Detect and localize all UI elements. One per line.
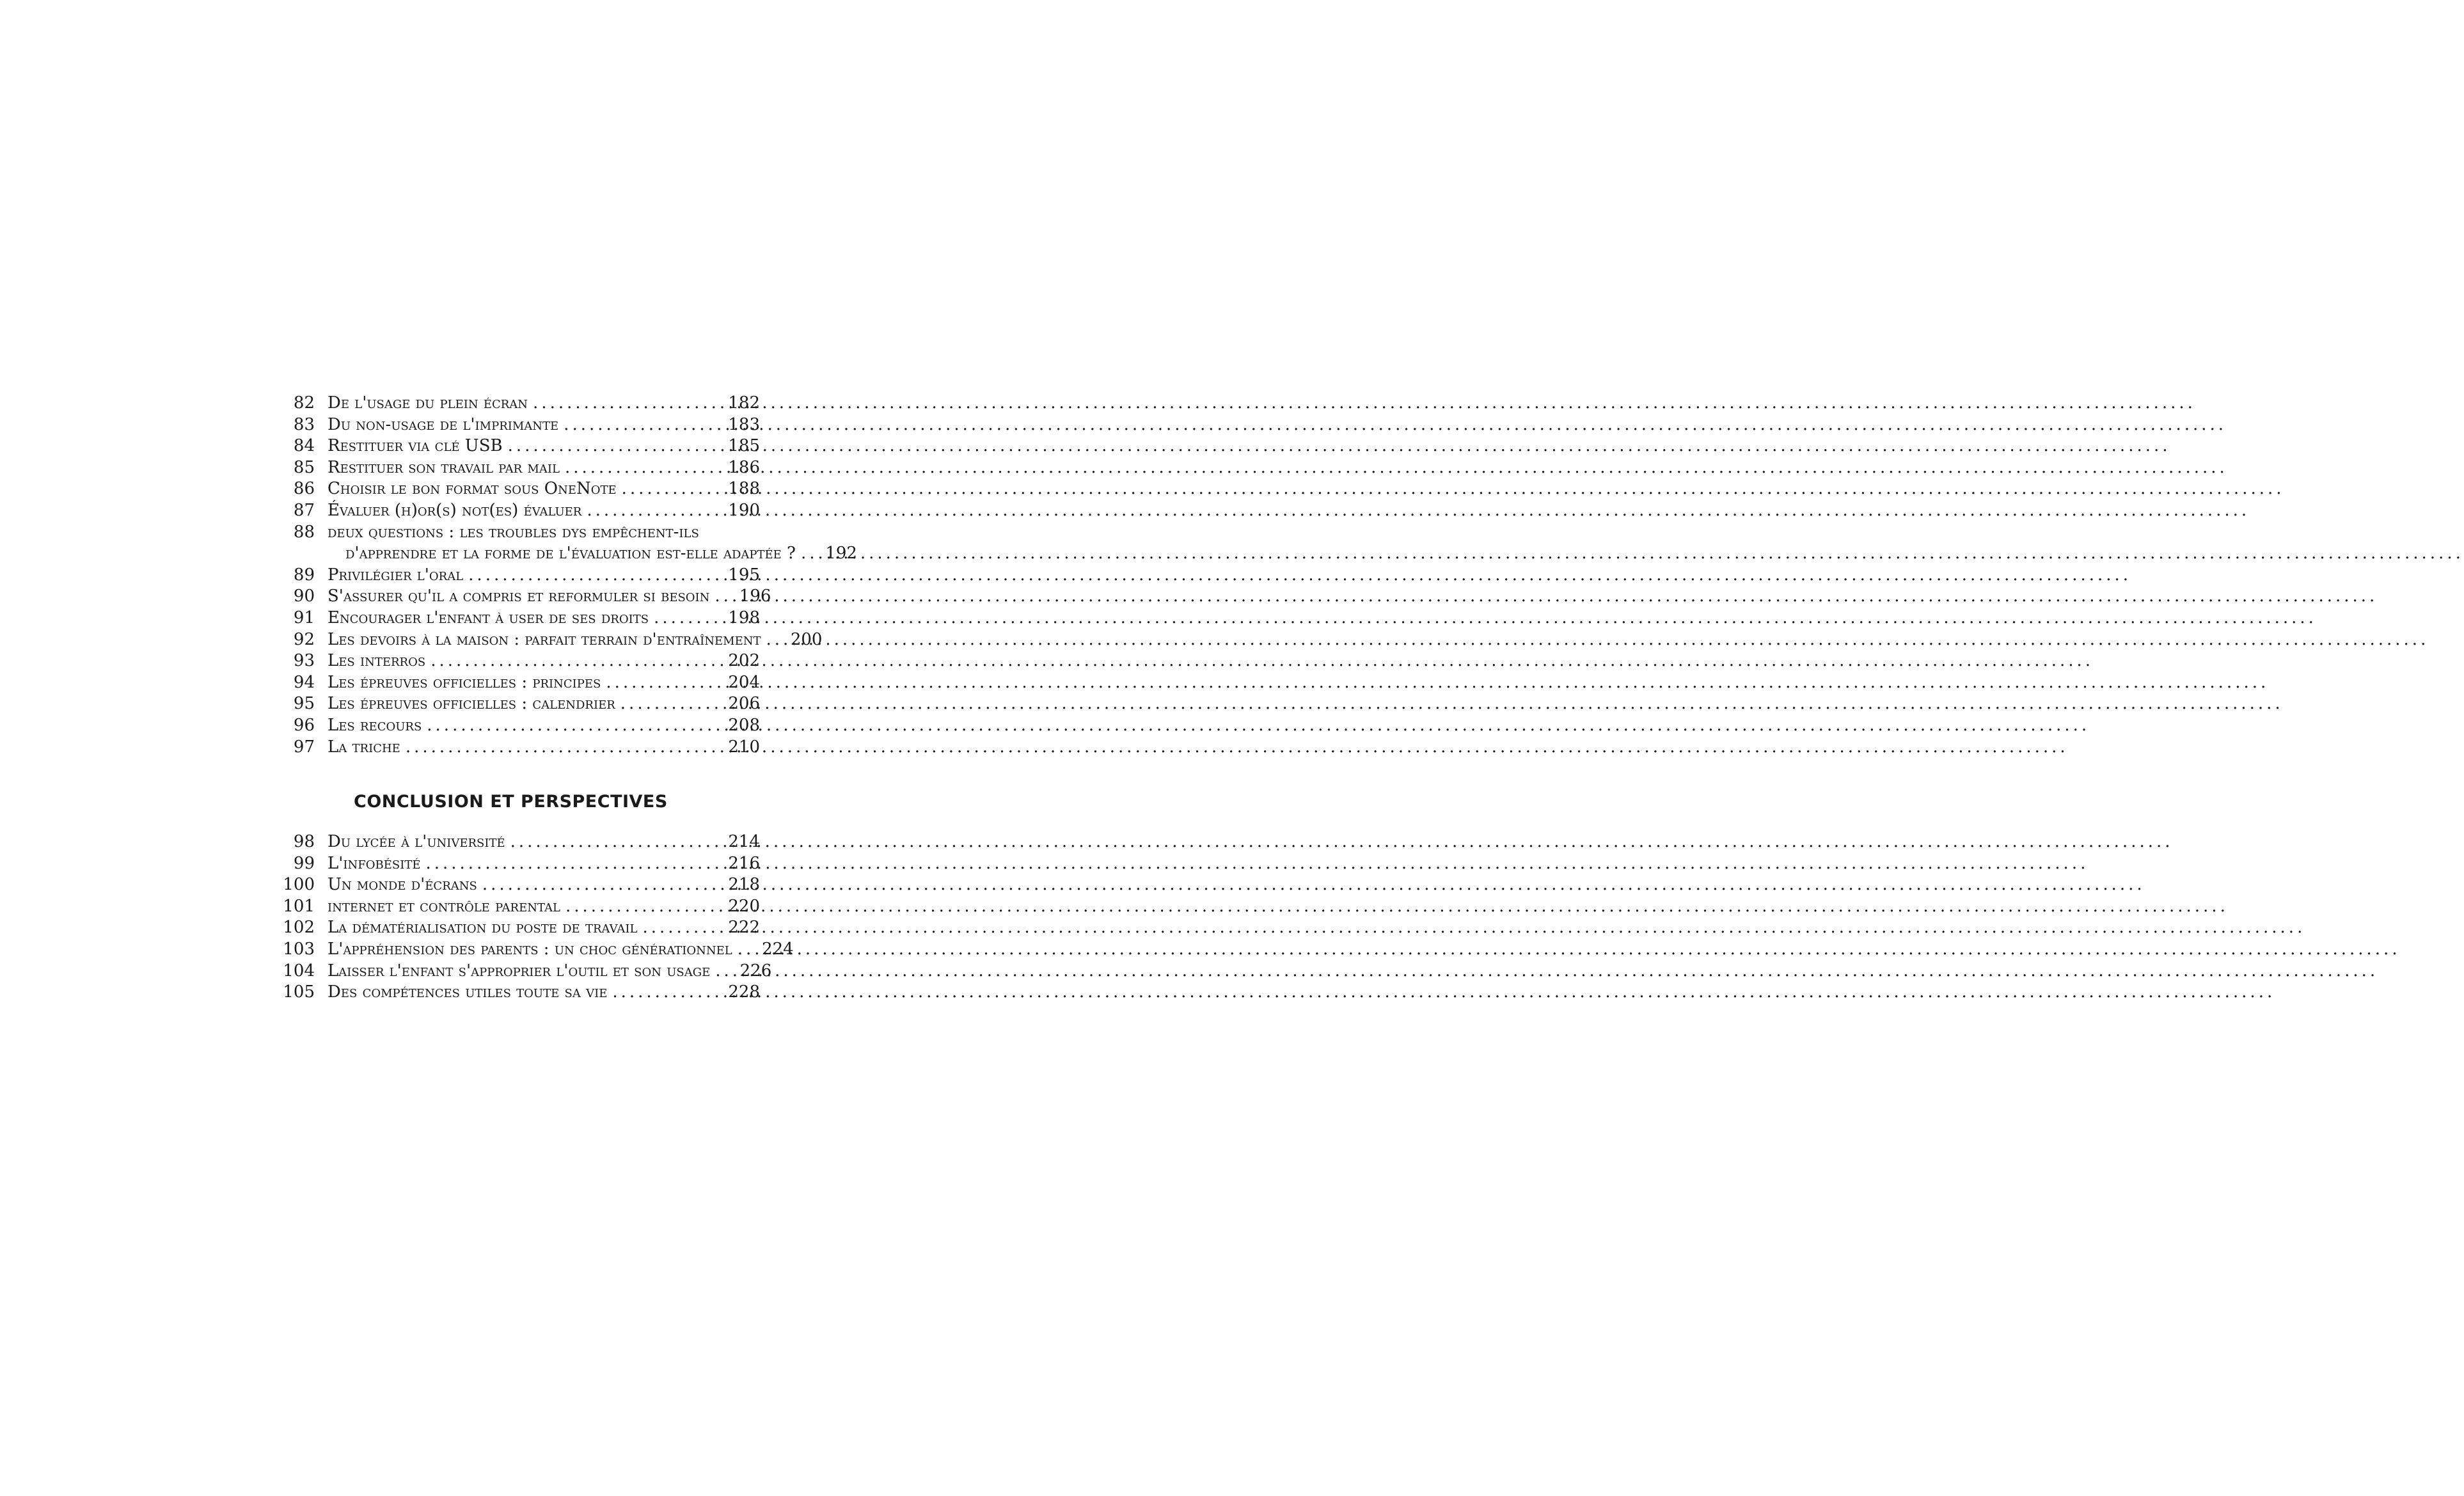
toc-entry-title: Restituer son travail par mail: [328, 457, 560, 477]
toc-entry[interactable]: [281, 393, 760, 414]
toc-entry-line: [328, 629, 823, 651]
toc-entry[interactable]: [281, 608, 760, 629]
toc-entry-line: [328, 939, 794, 961]
toc-entry-line: [328, 586, 771, 608]
toc-entry-line: [328, 896, 760, 918]
toc-entry-number: 91: [293, 608, 315, 627]
toc-entry-page: 216: [728, 853, 760, 873]
toc-entry-number: 90: [293, 587, 315, 606]
toc-list-bottom: [281, 831, 794, 1004]
toc-entry-page: 204: [728, 672, 760, 692]
dot-leader: [564, 414, 716, 436]
toc-entry-title-continuation: d'apprendre et la forme de l'évaluation est-elle adaptée ?: [345, 544, 796, 563]
toc-entry-title: Choisir le bon format sous OneNote: [328, 479, 617, 499]
dot-leader: [654, 608, 716, 629]
dot-leader: [565, 457, 716, 479]
toc-entry[interactable]: [281, 436, 760, 457]
toc-entry-page: 188: [728, 479, 760, 499]
toc-entry-line: [328, 608, 760, 629]
toc-entry-line: [328, 565, 760, 587]
toc-entry-line: [328, 715, 760, 737]
toc-entry[interactable]: [281, 831, 760, 853]
toc-entry-number: 85: [293, 457, 315, 477]
toc-entry-number: 87: [293, 500, 315, 520]
dot-leader: [801, 543, 814, 565]
toc-entry-line: [328, 693, 760, 715]
toc-entry-number: 102: [283, 918, 315, 938]
toc-entry-title: Les épreuves officielles : principes: [328, 672, 601, 692]
toc-entry-continuation[interactable]: [281, 543, 857, 565]
toc-entry-number: 104: [283, 961, 315, 980]
toc-entry-title: Restituer via clé USB: [328, 436, 503, 456]
dot-leader: [766, 629, 778, 651]
toc-entry-number: 89: [293, 565, 315, 585]
toc-entry[interactable]: [281, 693, 760, 715]
toc-entry-number: 95: [293, 694, 315, 714]
toc-entry-title: Les interros: [328, 651, 426, 671]
toc-entry-page: 226: [739, 961, 772, 980]
dot-leader: [565, 896, 716, 918]
toc-entry-number: 98: [293, 832, 315, 851]
dot-leader: [427, 715, 716, 737]
toc-entry-title: Laisser l'enfant s'approprier l'outil et son usage: [328, 961, 711, 980]
toc-entry-number: 83: [293, 414, 315, 434]
toc-entry-line: [328, 393, 760, 414]
dot-leader: [406, 737, 716, 759]
toc-entry-line: [328, 500, 760, 522]
toc-entry[interactable]: [281, 853, 760, 875]
toc-entry-page: 182: [728, 393, 760, 413]
toc-entry-title: De l'usage du plein écran: [328, 393, 528, 413]
toc-entry[interactable]: [281, 414, 760, 436]
toc-entry-number: 105: [283, 982, 315, 1002]
toc-entry-title: Les recours: [328, 715, 422, 735]
toc-entry-page: 214: [728, 832, 760, 851]
toc-entry[interactable]: [281, 500, 760, 522]
dot-leader: [622, 478, 716, 500]
toc-entry-title: L'infobésité: [328, 853, 421, 873]
toc-entry-title: Évaluer (h)or(s) not(es) évaluer: [328, 500, 582, 520]
dot-leader: [715, 961, 728, 982]
toc-entry-line: [328, 457, 760, 479]
toc-entry-number: 103: [283, 939, 315, 959]
toc-entry-page: 224: [762, 939, 794, 959]
toc-entry-title: Un monde d'écrans: [328, 875, 477, 895]
toc-entry[interactable]: [281, 522, 760, 544]
dot-leader: [612, 982, 716, 1004]
toc-entry[interactable]: [281, 737, 760, 759]
toc-entry-page: 196: [739, 587, 771, 606]
toc-entry-number: 97: [293, 737, 315, 757]
toc-entry-number: 99: [293, 853, 315, 873]
toc-entry-number: 86: [293, 479, 315, 499]
toc-entry-page: 228: [728, 982, 760, 1002]
toc-entry-page: 186: [728, 457, 760, 477]
toc-list-top: [281, 393, 857, 758]
toc-entry-title: Du non-usage de l'imprimante: [328, 414, 559, 434]
toc-entry-title: Les devoirs à la maison : parfait terrain d'entraînement: [328, 629, 761, 649]
toc-entry-line: [328, 982, 760, 1004]
toc-entry[interactable]: [281, 939, 794, 961]
dot-leader: [587, 500, 716, 522]
toc-entry[interactable]: [281, 982, 760, 1004]
toc-entry-title: L'appréhension des parents : un choc générationnel: [328, 939, 732, 959]
toc-entry-number: 96: [293, 715, 315, 735]
toc-entry-page: 210: [728, 737, 760, 757]
dot-leader: [468, 565, 716, 587]
toc-entry[interactable]: [281, 896, 760, 918]
toc-entry[interactable]: [281, 457, 760, 479]
dot-leader: [738, 939, 750, 961]
toc-entry[interactable]: [281, 565, 760, 587]
dot-leader: [715, 586, 727, 608]
dot-leader: [533, 393, 716, 414]
toc-entry-line: [328, 853, 760, 875]
toc-entry[interactable]: [281, 917, 760, 939]
dot-leader: [508, 436, 716, 457]
toc-entry-title: La triche: [328, 737, 400, 757]
dot-leader: [642, 917, 716, 939]
toc-entry-line: [328, 737, 760, 759]
toc-entry-page: 190: [728, 500, 760, 520]
toc-entry-line: [328, 414, 760, 436]
toc-entry-page: 202: [728, 651, 760, 671]
dot-leader: [510, 831, 716, 853]
toc-entry-number: 82: [293, 393, 315, 413]
toc-entry-number: 88: [293, 522, 315, 542]
toc-entry-number: 94: [293, 672, 315, 692]
toc-entry-line: [328, 650, 760, 672]
toc-entry[interactable]: [281, 715, 760, 737]
toc-entry-line: [328, 831, 760, 853]
dot-leader: [620, 693, 716, 715]
dot-leader: [430, 650, 716, 672]
toc-entry-page: 192: [825, 544, 857, 563]
toc-entry-page: 218: [728, 875, 760, 895]
toc-entry-title: deux questions : les troubles dys empêchent-ils: [328, 522, 699, 542]
toc-entry-page: 206: [728, 694, 760, 714]
toc-entry-page: 220: [728, 896, 760, 916]
toc-entry-line: [328, 522, 760, 544]
section-heading: CONCLUSION ET PERSPECTIVES: [354, 792, 668, 812]
toc-entry-title: Du lycée à l'université: [328, 832, 505, 851]
toc-entry-page: 208: [728, 715, 760, 735]
toc-entry-line: [328, 917, 760, 939]
toc-entry-page: 198: [728, 608, 760, 627]
toc-entry-title: internet et contrôle parental: [328, 896, 560, 916]
toc-entry-page: 200: [790, 629, 823, 649]
toc-entry-line: [328, 961, 772, 982]
dot-leader: [425, 853, 716, 875]
dot-leader: [606, 672, 716, 694]
toc-entry-page: 222: [728, 918, 760, 938]
toc-entry[interactable]: [281, 629, 823, 651]
dot-leader: [482, 874, 716, 896]
toc-entry-title: Des compétences utiles toute sa vie: [328, 982, 608, 1002]
toc-entry-title: La dématérialisation du poste de travail: [328, 918, 638, 938]
toc-entry-line: [328, 478, 760, 500]
toc-entry[interactable]: [281, 672, 760, 694]
toc-entry-number: 84: [293, 436, 315, 456]
toc-entry[interactable]: [281, 650, 760, 672]
toc-entry-title: S'assurer qu'il a compris et reformuler si besoin: [328, 587, 710, 606]
toc-entry[interactable]: [281, 874, 760, 896]
toc-entry-number: 93: [293, 651, 315, 671]
toc-entry[interactable]: [281, 478, 760, 500]
toc-entry[interactable]: [281, 961, 772, 982]
toc-entry-number: 100: [283, 875, 315, 895]
toc-entry-title: Privilégier l'oral: [328, 565, 464, 585]
toc-entry-number: 101: [283, 896, 315, 916]
toc-entry-page: 183: [728, 414, 760, 434]
toc-entry[interactable]: [281, 586, 771, 608]
toc-entry-line: [345, 543, 857, 565]
toc-entry-title: Encourager l'enfant à user de ses droits: [328, 608, 649, 627]
toc-entry-page: 185: [728, 436, 760, 456]
toc-entry-title: Les épreuves officielles : calendrier: [328, 694, 615, 714]
toc-entry-line: [328, 874, 760, 896]
toc-entry-line: [328, 672, 760, 694]
toc-entry-page: 195: [728, 565, 760, 585]
toc-entry-number: 92: [293, 629, 315, 649]
toc-entry-line: [328, 436, 760, 457]
